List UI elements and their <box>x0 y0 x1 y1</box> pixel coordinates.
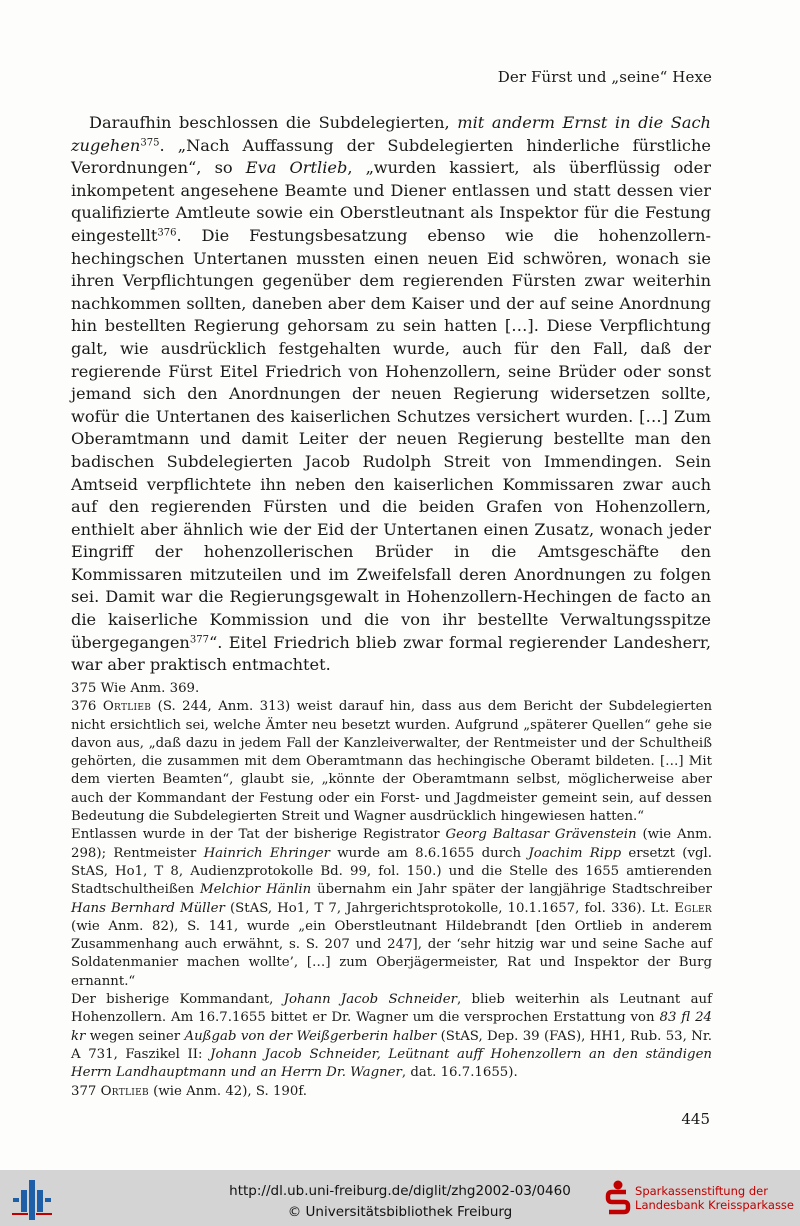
text-run: übernahm ein Jahr später der langjährige Stadtschreiber <box>311 882 712 898</box>
text-run: wegen seiner <box>85 1028 185 1044</box>
italic-text: Joachim Ripp <box>528 845 622 861</box>
author-name: Ortlieb <box>102 699 152 715</box>
text-run: “. Eitel Friedrich blieb zwar formal regierender Landesherr, war aber praktisch entmachtet. <box>71 632 711 675</box>
page-number: 445 <box>681 1110 710 1128</box>
text-run: ersetzt (vgl. StAS, Ho1, T 8, Audienzprotokolle Bd. 99, fol. 150.) und die Stelle des 1655 amtierenden Stadtschultheißen <box>71 845 712 898</box>
author-name: Egler <box>674 900 712 916</box>
sparkasse-s-icon <box>605 1180 631 1216</box>
footnote <box>71 680 712 698</box>
text-run: (StAS, Ho1, T 7, Jahrgerichtsprotokolle, 10.1.1657, fol. 336). Lt. <box>224 900 675 916</box>
italic-text: 83 fl 24 kr <box>71 1010 712 1044</box>
italic-text: Eva Ortlieb <box>245 158 348 178</box>
italic-text: Hans Bernhard Müller <box>71 900 225 916</box>
footnote <box>71 1083 712 1101</box>
footer-copyright: © Universitätsbibliothek Freiburg <box>287 1204 513 1220</box>
main-text <box>71 112 711 677</box>
footnote-ref[interactable]: 376 <box>157 227 177 239</box>
footer-url[interactable]: http://dl.ub.uni-freiburg.de/diglit/zhg2002-03/0460 <box>229 1183 571 1199</box>
footer-bar <box>0 1170 800 1226</box>
italic-text: Johann Jacob Schneider, Leütnant auff Hohenzollern an den ständigen Herrn Landhauptmann und an Herrn Dr. Wagner <box>71 1046 712 1081</box>
text-run: , dat. 16.7.1655). <box>401 1065 518 1081</box>
text-run: (S. 244, Anm. 313) weist darauf hin, dass aus dem Bericht der Subdelegierten nicht ersichtlich sei, welche Ämter neu besetzt wurden. Aufgrund „späterer Quellen“ gehe sie davon aus, „daß dazu in jedem Fall der Kanzleiverwalter, der Rentmeister und der Schultheiß gehörten, die zusammen mit dem Oberamtmann das hechingische Oberamt bildeten. […] Mit dem vierten Beamten“, glaubt sie, „könnte der Oberamtmann selbst, möglicherweise aber auch der Kommandant der Festung oder ein Forst- und Jagdmeister gemeint sein, auf dessen Bedeutung die Subdelegierten Streit und Wagner ausdrücklich hingewiesen hatten.“ <box>71 699 713 825</box>
text-run: Entlassen wurde in der Tat der bisherige Registrator <box>71 827 446 843</box>
italic-text: Hainrich Ehringer <box>203 845 330 861</box>
author-name: Ortlieb <box>100 1083 149 1099</box>
text-run: 376 <box>71 699 103 715</box>
footnote-ref[interactable]: 375 <box>140 137 160 149</box>
footnote <box>71 991 712 1082</box>
text-run: (wie Anm. 82), S. 141, wurde „ein Oberstleutnant Hildebrandt [den Ortlieb in anderem Zusammenhang auch erwähnt, s. S. 207 und 247], der ‘sehr hitzig war und seine Sache auf Soldatenmanier machen wollte’, […] zum Oberjägermeister, Rat und Inspektor der Burg ernannt.“ <box>71 918 712 989</box>
text-run: , „wurden kassiert, als überflüssig oder inkompetent angesehene Beamte und Diener entlassen und statt dessen vier qualifizierte Amtleute sowie ein Oberstleutnant als Inspektor für die Festung eingestellt <box>71 158 711 245</box>
text-run: . Die Festungsbesatzung ebenso wie die hohenzollern-hechingschen Untertanen mussten einen neuen Eid schwören, wonach sie ihren Verpflichtungen gegenüber dem regierenden Fürsten zwar weiterhin nachkommen sollten, daneben aber dem Kaiser und der auf seine Anordnung hin bestellten Regierung gehorsam zu sein hatten […]. Diese Verpflichtung galt, wie ausdrücklich festgehalten wurde, auch für den Fall, daß der regierende Fürst Eitel Friedrich von Hohenzollern, seine Brüder oder sonst jemand sich den Anordnungen der neuen Regierung widersetzen sollte, wofür die Untertanen des kaiserlichen Schutzes versichert wurden. […] Zum Oberamtmann und damit Leiter der neuen Regierung bestellte man den badischen Subdelegierten Jacob Rudolph Streit von Immendingen. Sein Amtseid verpflichtete ihn neben den kaiserlichen Kommissaren zwar auch auf den regierenden Fürsten und die beiden Grafen von Hohenzollern, enthielt aber ähnlich wie der Eid der Untertanen einen Zusatz, wonach jeder Eingriff der hohenzollerischen Brüder in die Amtsgeschäfte den Kommissaren mitzuteilen und im Zweifelsfall deren Anordnungen zu folgen sei. Damit war die Regierungsgewalt in Hohenzollern-Hechingen de facto an die kaiserliche Kommission und die von ihr bestellte Verwaltungsspitze übergegangen <box>71 225 711 652</box>
text-run: . „Nach Auffassung der Subdelegierten hinderliche fürstliche Verordnungen“, so <box>71 135 711 178</box>
text-run: Daraufhin beschlossen die Subdelegierten, <box>89 113 458 132</box>
footnotes <box>71 680 712 1101</box>
text-run: 377 <box>71 1083 101 1099</box>
italic-text: Melchior Hänlin <box>199 882 312 898</box>
text-run: (wie Anm. 298); Rentmeister <box>71 827 712 861</box>
footnote-ref[interactable]: 377 <box>189 634 210 646</box>
text-run: , blieb weiterhin als Leutnant auf Hohenzollern. Am 16.7.1655 bittet er Dr. Wagner um die versprochen Erstattung von <box>71 992 712 1026</box>
running-head: Der Fürst und „seine“ Hexe <box>497 68 712 86</box>
text-run: (StAS, Dep. 39 (FAS), HH1, Rub. 53, Nr. A 731, Faszikel II: <box>71 1028 712 1062</box>
italic-text: Außgab von der Weißgerberin halber <box>184 1028 437 1044</box>
text-run: (wie Anm. 42), S. 190f. <box>148 1083 308 1099</box>
sponsor-logo <box>605 1180 794 1216</box>
text-run: Der bisherige Kommandant, <box>71 992 284 1008</box>
sponsor-line-2: Landesbank Kreissparkasse <box>635 1198 794 1212</box>
body-paragraph <box>71 112 711 677</box>
text-run: 375 Wie Anm. 369. <box>71 681 200 696</box>
italic-text: Georg Baltasar Grävenstein <box>445 827 637 843</box>
footnote <box>71 826 712 991</box>
footnote <box>71 698 712 826</box>
sponsor-line-1: Sparkassenstiftung der <box>635 1184 768 1198</box>
italic-text: mit anderm Ernst in die Sach zugehen <box>71 113 711 155</box>
italic-text: Johann Jacob Schneider <box>283 992 457 1008</box>
text-run: wurde am 8.6.1655 durch <box>330 845 529 861</box>
